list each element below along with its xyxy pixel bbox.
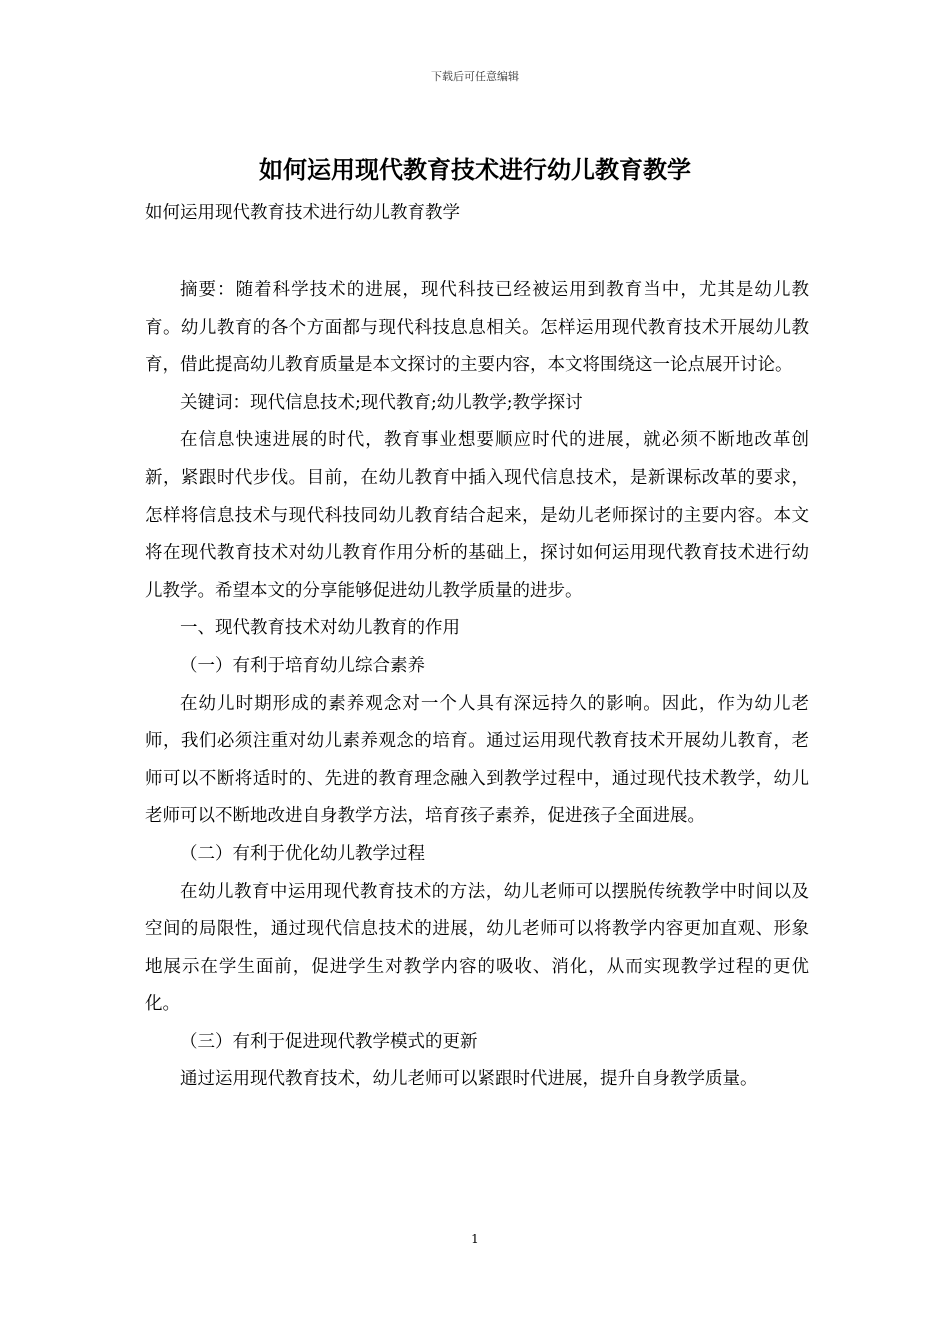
subsection-heading-3: （三）有利于促进现代教学模式的更新: [180, 1031, 478, 1052]
header-note: 下载后可任意编辑: [431, 70, 519, 83]
document-subtitle: 如何运用现代教育技术进行幼儿教育教学: [145, 203, 460, 223]
subsection-heading-1: （一）有利于培育幼儿综合素养: [180, 655, 425, 676]
body-paragraph: 在幼儿时期形成的素养观念对一个人具有深远持久的影响。因此，作为幼儿老师，我们必须注重对幼儿素养观念的培育。通过运用现代教育技术开展幼儿教育，老师可以不断将适时的、先进的教育理念融入到教学过程中，通过现代技术教学，幼儿老师可以不断地改进自身教学方法，培育孩子素养，促进孩子全面进展。: [145, 693, 809, 827]
body-paragraph: 通过运用现代教育技术，幼儿老师可以紧跟时代进展，提升自身教学质量。: [180, 1069, 758, 1090]
section-heading-1: 一、现代教育技术对幼儿教育的作用: [180, 618, 460, 639]
page-number: 1: [471, 1232, 479, 1246]
keywords-paragraph: 关键词：现代信息技术;现代教育;幼儿教学;教学探讨: [180, 392, 583, 413]
intro-paragraph: 在信息快速进展的时代，教育事业想要顺应时代的进展，就必须不断地改革创新，紧跟时代步伐。目前，在幼儿教育中插入现代信息技术，是新课标改革的要求，怎样将信息技术与现代科技同幼儿教育结合起来，是幼儿老师探讨的主要内容。本文将在现代教育技术对幼儿教育作用分析的基础上，探讨如何运用现代教育技术进行幼儿教学。希望本文的分享能够促进幼儿教学质量的进步。: [145, 430, 809, 601]
document-title: 如何运用现代教育技术进行幼儿教育教学: [259, 156, 691, 184]
body-paragraph: 在幼儿教育中运用现代教育技术的方法，幼儿老师可以摆脱传统教学中时间以及空间的局限性，通过现代信息技术的进展，幼儿老师可以将教学内容更加直观、形象地展示在学生面前，促进学生对教学内容的吸收、消化，从而实现教学过程的更优化。: [145, 881, 809, 1015]
document-body: [145, 272, 809, 1099]
subsection-heading-2: （二）有利于优化幼儿教学过程: [180, 843, 425, 864]
abstract-paragraph: 摘要：随着科学技术的进展，现代科技已经被运用到教育当中，尤其是幼儿教育。幼儿教育的各个方面都与现代科技息息相关。怎样运用现代教育技术开展幼儿教育，借此提高幼儿教育质量是本文探讨的主要内容，本文将围绕这一论点展开讨论。: [145, 280, 809, 376]
